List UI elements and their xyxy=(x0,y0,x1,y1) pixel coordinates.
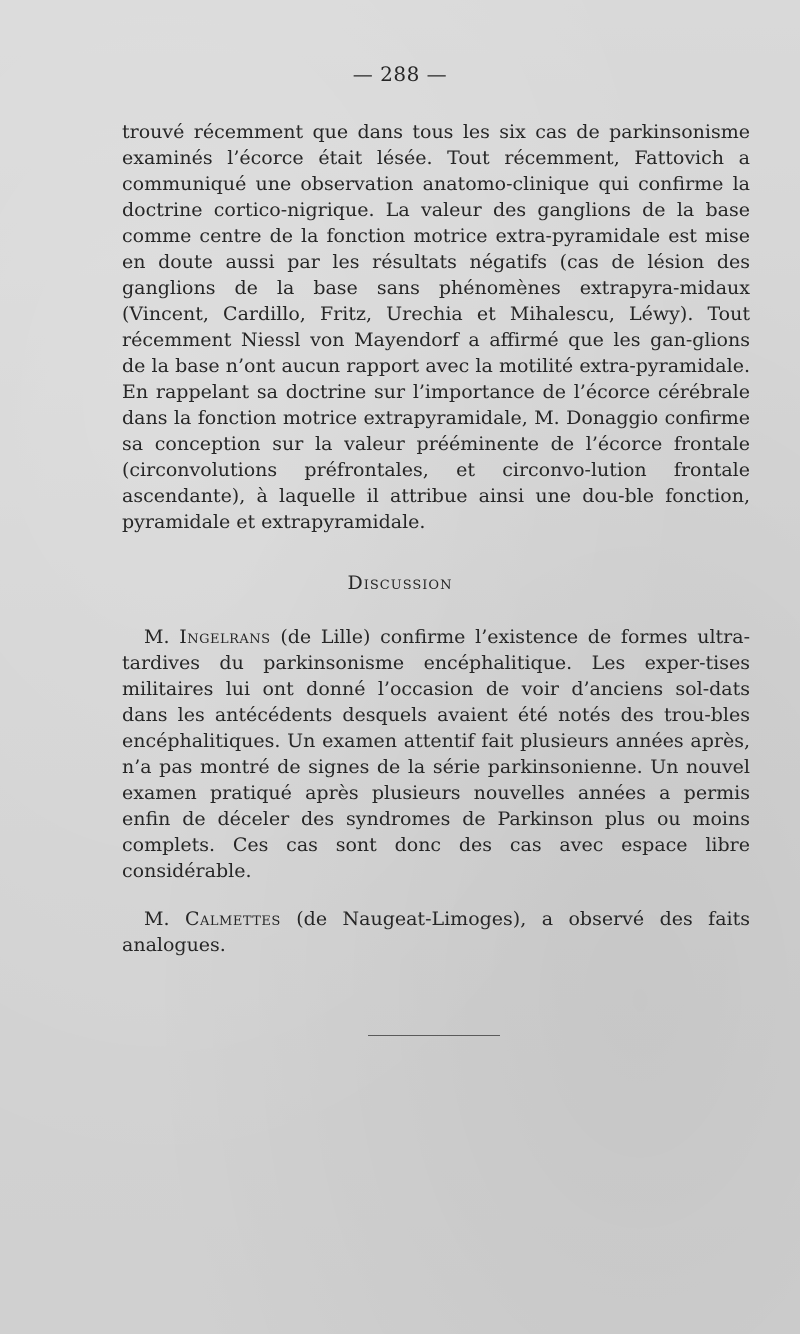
section-heading: Discussion xyxy=(347,572,453,594)
closing-rule xyxy=(368,1035,500,1036)
page-number: — 288 — xyxy=(352,62,448,86)
discussion-text: (de Lille) confirme l’existence de formes ultra-tardives du parkinsonisme encéphalitique. Les exper-tises militaires lui ont donné l’occasion de voir d’anciens sol-dats dans les antécédents desquels avaient été notés des trou-bles encéphalitiques. Un examen attentif fait plusieurs années après, n’a pas montré de signes de la série parkinsonienne. Un nouvel examen pratiqué après plusieurs nouvelles années a permis enfin de déceler des syndromes de Parkinson plus ou moins complets. Ces cas sont donc des cas avec espace libre considérable. xyxy=(122,626,750,882)
speaker-name: Ingelrans xyxy=(179,626,271,648)
speaker-name: Calmettes xyxy=(184,908,281,930)
speaker-prefix: M. xyxy=(144,626,180,648)
discussion-paragraph xyxy=(122,624,750,884)
remark-paragraph xyxy=(122,906,750,958)
remark-text: (de Naugeat-Limoges), a observé des faits analogues. xyxy=(122,908,750,956)
body-paragraph: trouvé récemment que dans tous les six cas de parkinsonisme examinés l’écorce était lésée. Tout récemment, Fattovich a communiqué une observation anatomo-clinique qui confirme la doctrine cortico-nigrique. La valeur des ganglions de la base comme centre de la fonction motrice extra-pyramidale est mise en doute aussi par les résultats négatifs (cas de lésion des ganglions de la base sans phénomènes extrapyra-midaux (Vincent, Cardillo, Fritz, Urechia et Mihalescu, Léwy). Tout récemment Niessl von Mayendorf a affirmé que les gan-glions de la base n’ont aucun rapport avec la motilité extra-pyramidale. En rappelant sa doctrine sur l’importance de l’écorce cérébrale dans la fonction motrice extrapyramidale, M. Donaggio confirme sa conception sur la valeur prééminente de l’écorce frontale (circonvolutions préfrontales, et circonvo-lution frontale ascendante), à laquelle il attribue ainsi une dou-ble fonction, pyramidale et extrapyramidale. xyxy=(122,121,750,533)
speaker-prefix: M. xyxy=(144,908,185,930)
